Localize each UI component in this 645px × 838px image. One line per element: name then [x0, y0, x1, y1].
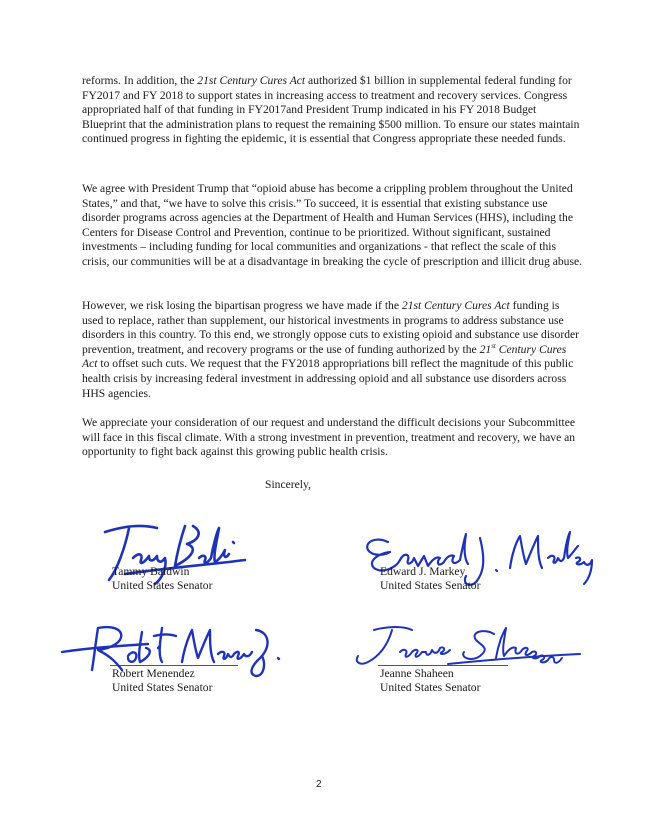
signatory-baldwin: Tammy Baldwin United States Senator: [112, 565, 213, 592]
signatory-shaheen: Jeanne Shaheen United States Senator: [380, 667, 481, 694]
page-number: 2: [316, 779, 322, 790]
act-title-numeral: 21st Century Cures Act: [82, 341, 567, 371]
signatory-markey: Edward J. Markey United States Senator: [380, 565, 481, 592]
signatory-menendez: Robert Menendez United States Senator: [112, 667, 213, 694]
act-title: 21st Century Cures Act: [197, 74, 306, 87]
paragraph-bipartisan-progress: However, we risk losing the bipartisan progress we have made if the 21st Century Cures Act funding is used to replace, rather than supplement, our historical investments in programs to address substance use disorders in this country. To this end, we strongly oppose cuts to existing opioid and substance use disorder prevention, treatment, and recovery programs or the use of funding authorized by the 21st Century Cures Act to offset such cuts. We request that the FY2018 appropriations bill reflect the magnitude of this public health crisis by increasing federal investment in addressing opioid and all substance use disorders across HHS agencies.: [82, 299, 580, 400]
paragraph-appreciation: We appreciate your consideration of our request and understand the difficult decisions your Subcommittee will face in this fiscal climate. With a strong investment in prevention, treatment and recovery, we have an opportunity to fight back against this growing public health crisis.: [82, 416, 576, 459]
paragraph-president-trump: We agree with President Trump that “opioid abuse has become a crippling problem throughout the United States,” and that, “we have to solve this crisis.” To succeed, it is essential that existing substance use disorder programs across agencies at the Department of Health and Human Services (HHS), including the Centers for Disease Control and Prevention, continue to be prioritized. Without significant, sustained investments – including funding for local communities and organizations - that reflect the scale of this crisis, our communities will be at a disadvantage in breaking the cycle of prescription and illicit drug abuse.: [82, 182, 582, 268]
act-title: 21st Century Cures Act: [401, 299, 510, 312]
paragraph-cures-act-funding: reforms. In addition, the 21st Century Cures Act authorized $1 billion in supplemental federal funding for FY2017 and FY 2018 to support states in increasing access to treatment and recovery services. Congress appropriated half of that funding in FY2017and President Trump indicated in his FY 2018 Budget Blueprint that the administration plans to request the remaining $500 million. To ensure our states maintain continued progress in fighting the epidemic, it is essential that Congress appropriate these needed funds.: [82, 74, 580, 146]
signature-shaheen: [348, 622, 588, 672]
closing-sincerely: Sincerely,: [265, 478, 311, 491]
